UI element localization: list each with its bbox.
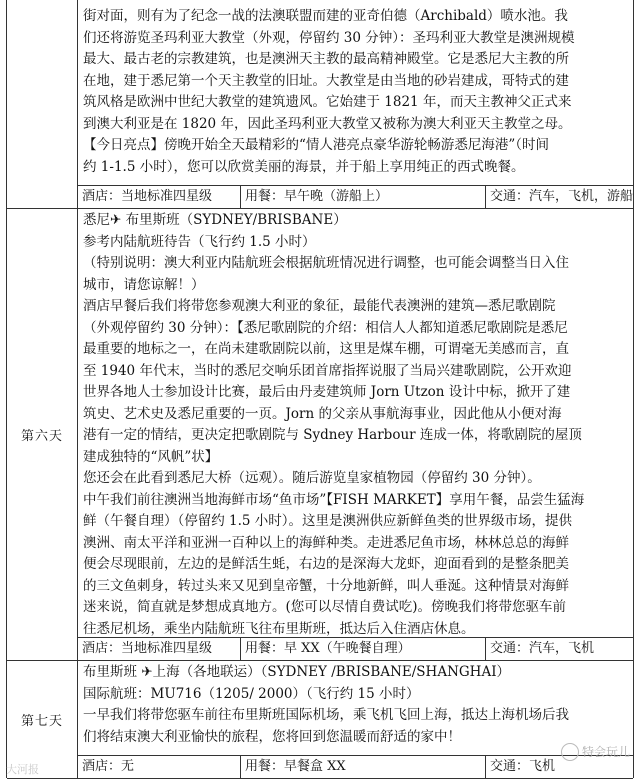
watermark-left [6, 761, 39, 777]
description-line: 到澳大利亚是在 1820 年，因此圣玛利亚大教堂又被称为澳大利亚天主教堂之母。 [83, 115, 572, 132]
day6-transport: 交通：汽车，飞机 [490, 641, 595, 656]
day7-label: 第七天 [20, 713, 63, 729]
description-line: 在地，建于悉尼第一个天主教堂的旧址。大教堂是由当地的砂岩建成，哥特式的建 [83, 72, 569, 89]
day6-label: 第六天 [20, 428, 63, 444]
description-line: 【今日亮点】傍晚开始全天最精彩的“情人港亮点豪华游轮畅游悉尼海港”（时间 [83, 137, 550, 153]
day7-content-cell [78, 660, 633, 779]
description-line: 城市，请您谅解！） [83, 276, 205, 293]
description-line: 澳洲、南太平洋和亚洲一百种以上的海鲜种类。走进悉尼鱼市场，林林总总的海鲜 [83, 534, 569, 551]
itinerary-table [6, 0, 634, 778]
description-line: 们还将游览圣玛利亚大教堂（外观，停留约 30 分钟）：圣玛利亚大教堂是澳洲规模 [83, 29, 575, 46]
description-line: 至 1940 年代末，当时的悉尼交响乐团首席指挥说服了当局兴建歌剧院，公开欢迎 [83, 362, 572, 379]
description-line: 建成独特的“风帆”状】 [83, 448, 219, 465]
description-line: 筑风格是欧洲中世纪大教堂的建筑遗风。它始建于 1821 年，而天主教神父正式来 [83, 94, 572, 110]
description-line: 们将结束澳大利亚愉快的旅程，您将回到您温暖而舒适的家中！ [83, 728, 461, 745]
day6-hotel: 酒店：当地标准四星级 [78, 638, 241, 660]
day7-info-row [78, 755, 633, 778]
description-line: 最重要的地标之一，在尚未建歌剧院以前，这里是煤车棚，可谓毫无美感而言，直 [83, 341, 569, 357]
description-line: 您还会在此看到悉尼大桥（远观）。随后游览皇家植物园（停留约 30 分钟）。 [83, 470, 541, 486]
description-line: 街对面，则有为了纪念一战的法澳联盟而建的亚奇伯德（Archibald）喷水池。我 [83, 8, 568, 24]
day5-hotel: 酒店：当地标准四星级 [78, 186, 241, 208]
day5-label-cell [7, 0, 78, 209]
day5-meal: 用餐：早午晚（游船上） [241, 186, 486, 208]
description-line: 迷来说，简直就是梦想成真地方。(您可以尽情自费试吃)。傍晚我们将带您驱车前 [83, 599, 567, 615]
description-line: 世界各地人士参加设计比赛，最后由丹麦建筑师 Jorn Utzon 设计中标，掀开了建 [83, 384, 571, 400]
description-line: 中午我们前往澳洲当地海鲜市场“鱼市场”【FISH MARKET】享用午餐，品尝生猛海 [83, 491, 585, 508]
day5-description [78, 0, 633, 178]
day6-route: 悉尼✈ 布里斯班（SYDNEY/BRISBANE） [83, 212, 347, 228]
description-line: 往悉尼机场，乘坐内陆航班飞往布里斯班，抵达后入住酒店休息。 [83, 620, 475, 637]
day6-content-cell [78, 208, 633, 661]
description-line: 鲜（午餐自理）（停留约 1.5 小时）。这里是澳洲供应新鲜鱼类的世界级市场，提供 [83, 513, 573, 529]
day7-flight: 国际航班：MU716（1205/ 2000）（飞行约 15 小时） [83, 685, 420, 702]
day7-route: 布里斯班 ✈上海（各地联运）（SYDNEY /BRISBANE/SHANGHAI） [83, 664, 511, 680]
day6-meal: 用餐：早 XX（午晚餐自理） [241, 638, 486, 660]
watermark-left-text: 大河报 [6, 763, 39, 776]
description-line: 港有一定的情结，更决定把歌剧院与 Sydney Harbour 连成一体，将歌剧院的屋顶 [83, 427, 582, 443]
day7-transport: 交通：飞机 [490, 759, 556, 774]
description-line: （外观停留约 30 分钟）：【悉尼歌剧院的介绍：相信人人都知道悉尼歌剧院是悉尼 [83, 319, 568, 336]
day6-description [78, 208, 633, 640]
description-line: 一早我们将带您驱车前往布里斯班国际机场，乘飞机飞回上海，抵达上海机场后我 [83, 707, 569, 723]
description-line: （特别说明：澳大利亚内陆航班会根据航班情况进行调整，也可能会调整当日入住 [83, 255, 569, 271]
wechat-logo-icon [561, 743, 579, 761]
day6-label-cell [7, 208, 78, 661]
day7-hotel: 酒店：无 [78, 756, 241, 778]
description-line: 的三文鱼刺身，转过头来又见到皇帝蟹，十分地新鲜，叫人垂涎。这种情景对海鲜 [83, 577, 569, 594]
description-line: 酒店早餐后我们将带您参观澳大利亚的象征，最能代表澳洲的建筑—悉尼歌剧院 [83, 298, 556, 314]
description-line: 最大、最古老的宗教建筑，也是澳洲天主教的最高精神殿堂。它是悉尼大主教的所 [83, 51, 569, 67]
day5-transport: 交通：汽车，飞机，游船 [490, 189, 633, 204]
watermark-right-text: 特会玩儿 [581, 744, 630, 759]
day6-info-row [78, 637, 633, 660]
watermark-right [561, 743, 630, 762]
day7-description [78, 660, 633, 748]
day5-info-row [78, 185, 633, 208]
description-line: 便会尽现眼前，左边的是鲜活生蚝，右边的是深海大龙虾，迎面看到的是整条肥美 [83, 556, 569, 572]
description-line: 筑史、艺术史及悉尼重要的一页。Jorn 的父亲从事航海事业，因此他从小便对海 [83, 405, 562, 422]
description-line: 约 1-1.5 小时），您可以欣赏美丽的海景，并于船上享用纯正的西式晚餐。 [83, 158, 525, 175]
day6-flight: 参考内陆航班待告（飞行约 1.5 小时） [83, 233, 316, 250]
day7-meal: 用餐：早餐盒 XX [241, 756, 486, 778]
day5-content-cell [78, 0, 633, 209]
